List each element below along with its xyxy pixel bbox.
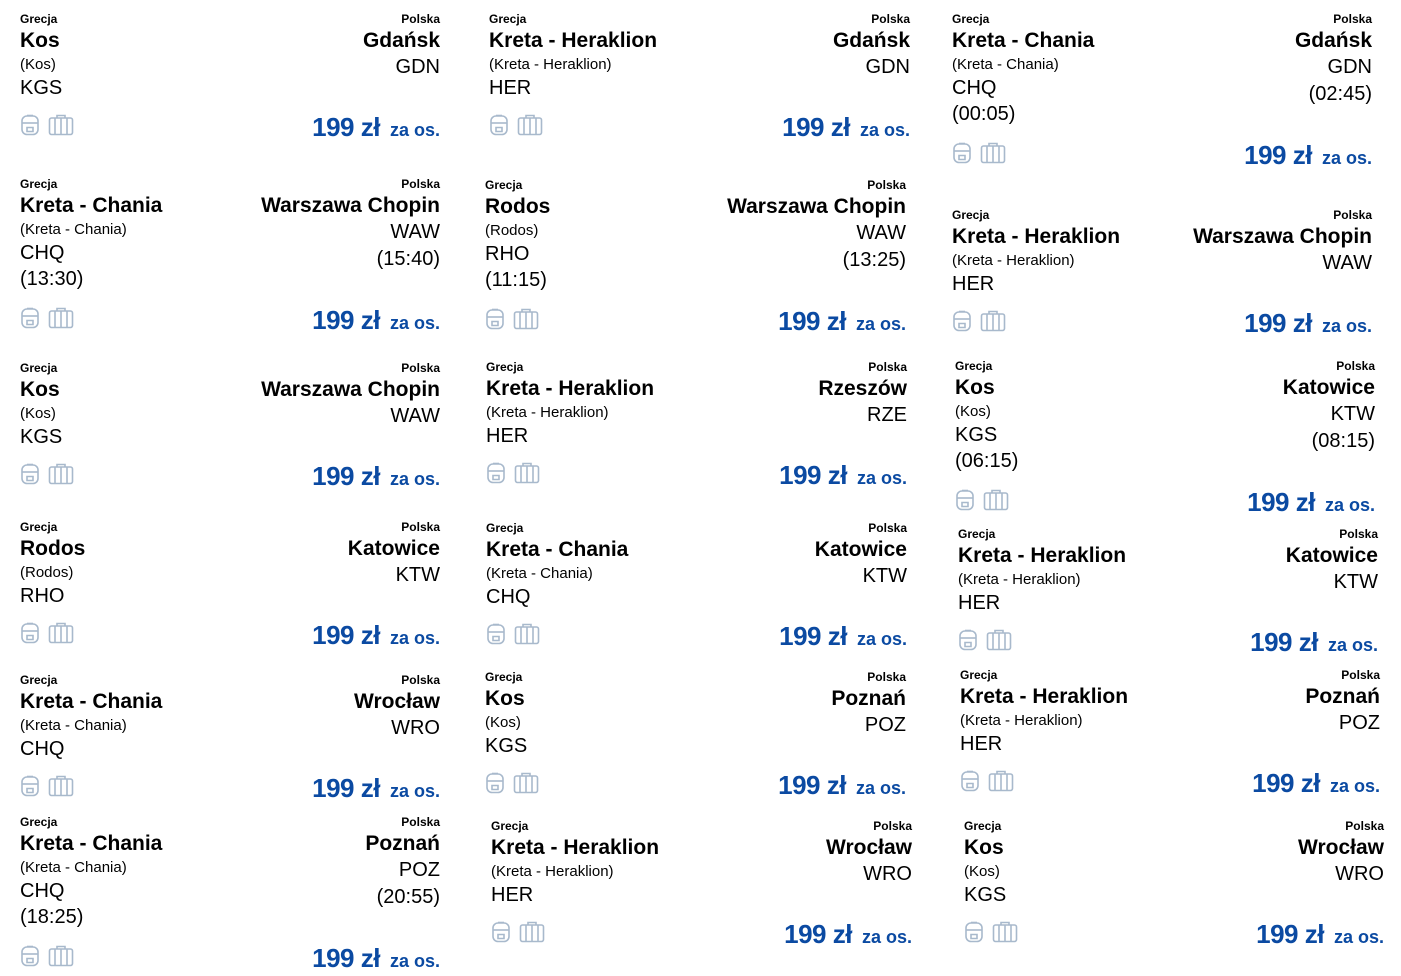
destination-code: RZE: [867, 404, 907, 426]
price-amount: 199 zł: [312, 112, 380, 142]
origin-country: Grecja: [964, 819, 1002, 833]
suitcase-icon: [980, 142, 1006, 164]
origin-code: KGS: [955, 424, 998, 446]
destination-country: Polska: [1341, 668, 1380, 682]
origin-city-detail: (Kreta - Chania): [20, 717, 127, 734]
destination-code: KTW: [1333, 571, 1378, 593]
suitcase-icon: [514, 623, 540, 645]
price-amount: 199 zł: [312, 305, 380, 335]
destination-city: Gdańsk: [832, 29, 910, 52]
baggage-icons: [20, 112, 74, 136]
price-per-person: za os.: [856, 629, 907, 649]
price-amount: 199 zł: [312, 620, 380, 650]
destination-code: GDN: [1327, 56, 1372, 78]
price-per-person: za os.: [1321, 148, 1372, 168]
suitcase-icon: [513, 308, 539, 330]
origin-city: Kreta - Heraklion: [960, 685, 1129, 708]
price-amount: 199 zł: [778, 306, 846, 336]
backpack-icon: [486, 460, 506, 484]
price-label[interactable]: [312, 773, 440, 804]
origin-city: Kreta - Chania: [20, 690, 163, 713]
suitcase-icon: [517, 114, 543, 136]
destination-city: Poznań: [831, 687, 906, 710]
backpack-icon: [964, 919, 984, 943]
origin-country: Grecja: [20, 177, 58, 191]
destination-country: Polska: [1333, 12, 1372, 26]
baggage-icons: [486, 621, 540, 645]
baggage-icons: [485, 770, 539, 794]
destination-country: Polska: [871, 12, 910, 26]
destination-city: Poznań: [1305, 685, 1380, 708]
origin-country: Grecja: [20, 361, 58, 375]
backpack-icon: [952, 308, 972, 332]
origin-code: HER: [489, 77, 532, 99]
suitcase-icon: [48, 622, 74, 644]
destination-code: WAW: [1322, 252, 1372, 274]
destination-code: WRO: [1335, 863, 1384, 885]
arrival-time: (08:15): [1311, 430, 1375, 452]
price-label[interactable]: [784, 919, 912, 950]
price-label[interactable]: [778, 770, 906, 801]
origin-city: Kreta - Chania: [952, 29, 1095, 52]
destination-code: WRO: [863, 863, 912, 885]
origin-code: KGS: [964, 884, 1007, 906]
origin-city-detail: (Kreta - Heraklion): [486, 404, 609, 421]
price-label[interactable]: [312, 112, 440, 143]
origin-country: Grecja: [952, 12, 990, 26]
backpack-icon: [20, 773, 40, 797]
destination-code: WAW: [390, 405, 440, 427]
price-label[interactable]: [312, 943, 440, 974]
origin-country: Grecja: [20, 815, 58, 829]
origin-code: HER: [491, 884, 534, 906]
destination-country: Polska: [867, 670, 906, 684]
destination-country: Polska: [401, 12, 440, 26]
baggage-icons: [20, 461, 74, 485]
price-amount: 199 zł: [1247, 487, 1315, 517]
baggage-icons: [489, 112, 543, 136]
origin-city: Kos: [485, 687, 525, 710]
origin-country: Grecja: [958, 527, 996, 541]
origin-city-detail: (Kreta - Heraklion): [491, 863, 614, 880]
destination-code: POZ: [864, 714, 906, 736]
suitcase-icon: [519, 921, 545, 943]
price-label[interactable]: [1256, 919, 1384, 950]
origin-code: HER: [486, 425, 529, 447]
destination-city: Katowice: [1282, 376, 1375, 399]
departure-time: (00:05): [952, 103, 1016, 125]
destination-country: Polska: [1333, 208, 1372, 222]
baggage-icons: [958, 627, 1012, 651]
origin-code: KGS: [485, 735, 528, 757]
destination-country: Polska: [401, 177, 440, 191]
price-label[interactable]: [1244, 308, 1372, 339]
baggage-icons: [952, 308, 1006, 332]
backpack-icon: [485, 306, 505, 330]
price-label[interactable]: [312, 620, 440, 651]
price-label[interactable]: [1247, 487, 1375, 518]
baggage-icons: [20, 620, 74, 644]
arrival-time: (13:25): [842, 249, 906, 271]
origin-city: Kreta - Chania: [20, 832, 163, 855]
origin-city: Kreta - Chania: [20, 194, 163, 217]
origin-code: HER: [958, 592, 1001, 614]
origin-code: KGS: [20, 426, 63, 448]
price-label[interactable]: [779, 460, 907, 491]
suitcase-icon: [992, 921, 1018, 943]
origin-code: RHO: [20, 585, 65, 607]
suitcase-icon: [986, 629, 1012, 651]
departure-time: (18:25): [20, 906, 84, 928]
origin-code: KGS: [20, 77, 63, 99]
origin-code: CHQ: [20, 242, 65, 264]
origin-city: Rodos: [20, 537, 86, 560]
origin-city: Kos: [955, 376, 995, 399]
destination-city: Wrocław: [1298, 836, 1384, 859]
origin-code: CHQ: [20, 880, 65, 902]
baggage-icons: [485, 306, 539, 330]
destination-city: Katowice: [347, 537, 440, 560]
price-amount: 199 zł: [779, 621, 847, 651]
destination-country: Polska: [868, 360, 907, 374]
origin-city-detail: (Kos): [485, 714, 521, 731]
price-amount: 199 zł: [1250, 627, 1318, 657]
origin-country: Grecja: [20, 673, 58, 687]
origin-code: CHQ: [20, 738, 65, 760]
origin-country: Grecja: [952, 208, 990, 222]
baggage-icons: [491, 919, 545, 943]
origin-country: Grecja: [485, 670, 523, 684]
origin-city: Kreta - Chania: [486, 538, 629, 561]
origin-city: Kos: [964, 836, 1004, 859]
baggage-icons: [955, 487, 1009, 511]
price-per-person: za os.: [1324, 495, 1375, 515]
destination-city: Warszawa Chopin: [261, 378, 440, 401]
price-amount: 199 zł: [1244, 308, 1312, 338]
suitcase-icon: [48, 307, 74, 329]
price-amount: 199 zł: [778, 770, 846, 800]
destination-city: Gdańsk: [1294, 29, 1372, 52]
destination-country: Polska: [1345, 819, 1384, 833]
price-label[interactable]: [1250, 627, 1378, 658]
destination-country: Polska: [873, 819, 912, 833]
price-label[interactable]: [778, 306, 906, 337]
baggage-icons: [486, 460, 540, 484]
price-amount: 199 zł: [1252, 768, 1320, 798]
price-per-person: za os.: [855, 314, 906, 334]
destination-city: Gdańsk: [362, 29, 440, 52]
origin-country: Grecja: [486, 360, 524, 374]
price-per-person: za os.: [859, 120, 910, 140]
price-per-person: za os.: [861, 927, 912, 947]
baggage-icons: [964, 919, 1018, 943]
origin-code: HER: [960, 733, 1003, 755]
destination-city: Wrocław: [354, 690, 440, 713]
price-per-person: za os.: [389, 469, 440, 489]
origin-city-detail: (Kos): [955, 403, 991, 420]
origin-city-detail: (Kreta - Heraklion): [960, 712, 1083, 729]
price-per-person: za os.: [389, 313, 440, 333]
origin-city-detail: (Kreta - Chania): [486, 565, 593, 582]
price-amount: 199 zł: [1256, 919, 1324, 949]
price-per-person: za os.: [1321, 316, 1372, 336]
backpack-icon: [486, 621, 506, 645]
price-label[interactable]: [312, 305, 440, 336]
origin-city: Kreta - Heraklion: [952, 225, 1121, 248]
origin-city-detail: (Kreta - Chania): [20, 859, 127, 876]
destination-country: Polska: [401, 361, 440, 375]
origin-country: Grecja: [20, 12, 58, 26]
departure-time: (06:15): [955, 450, 1019, 472]
destination-country: Polska: [1336, 359, 1375, 373]
destination-city: Wrocław: [826, 836, 912, 859]
backpack-icon: [955, 487, 975, 511]
backpack-icon: [20, 461, 40, 485]
origin-country: Grecja: [485, 178, 523, 192]
suitcase-icon: [514, 462, 540, 484]
origin-city-detail: (Kos): [20, 56, 56, 73]
price-label[interactable]: [1252, 768, 1380, 799]
origin-country: Grecja: [491, 819, 529, 833]
origin-city-detail: (Rodos): [485, 222, 539, 239]
backpack-icon: [958, 627, 978, 651]
origin-country: Grecja: [960, 668, 998, 682]
price-per-person: za os.: [1327, 635, 1378, 655]
baggage-icons: [960, 768, 1014, 792]
backpack-icon: [20, 943, 40, 967]
destination-code: POZ: [398, 859, 440, 881]
destination-country: Polska: [868, 521, 907, 535]
destination-code: POZ: [1338, 712, 1380, 734]
backpack-icon: [489, 112, 509, 136]
origin-city-detail: (Kreta - Heraklion): [958, 571, 1081, 588]
destination-code: KTW: [1330, 403, 1375, 425]
origin-city-detail: (Kos): [964, 863, 1000, 880]
destination-country: Polska: [401, 815, 440, 829]
destination-city: Warszawa Chopin: [727, 195, 906, 218]
origin-country: Grecja: [486, 521, 524, 535]
destination-city: Rzeszów: [818, 377, 907, 400]
departure-time: (13:30): [20, 268, 84, 290]
price-per-person: za os.: [855, 778, 906, 798]
backpack-icon: [960, 768, 980, 792]
arrival-time: (15:40): [376, 248, 440, 270]
origin-code: CHQ: [486, 586, 531, 608]
destination-city: Katowice: [814, 538, 907, 561]
destination-code: WAW: [390, 221, 440, 243]
suitcase-icon: [983, 489, 1009, 511]
backpack-icon: [20, 620, 40, 644]
destination-code: WAW: [856, 222, 906, 244]
origin-country: Grecja: [955, 359, 993, 373]
price-amount: 199 zł: [779, 460, 847, 490]
origin-city: Kos: [20, 29, 60, 52]
origin-city-detail: (Rodos): [20, 564, 74, 581]
price-amount: 199 zł: [784, 919, 852, 949]
destination-code: WRO: [391, 717, 440, 739]
price-amount: 199 zł: [1244, 140, 1312, 170]
origin-city-detail: (Kreta - Heraklion): [952, 252, 1075, 269]
price-per-person: za os.: [389, 628, 440, 648]
destination-city: Warszawa Chopin: [261, 194, 440, 217]
price-amount: 199 zł: [312, 773, 380, 803]
price-per-person: za os.: [389, 781, 440, 801]
arrival-time: (20:55): [376, 886, 440, 908]
backpack-icon: [20, 305, 40, 329]
suitcase-icon: [980, 310, 1006, 332]
destination-code: KTW: [395, 564, 440, 586]
origin-code: HER: [952, 273, 995, 295]
origin-country: Grecja: [20, 520, 58, 534]
suitcase-icon: [48, 775, 74, 797]
suitcase-icon: [988, 770, 1014, 792]
price-per-person: za os.: [856, 468, 907, 488]
destination-code: GDN: [395, 56, 440, 78]
price-label[interactable]: [312, 461, 440, 492]
destination-country: Polska: [401, 520, 440, 534]
origin-city: Kos: [20, 378, 60, 401]
origin-code: RHO: [485, 243, 530, 265]
backpack-icon: [20, 112, 40, 136]
baggage-icons: [20, 773, 74, 797]
price-per-person: za os.: [1333, 927, 1384, 947]
suitcase-icon: [48, 945, 74, 967]
origin-city: Kreta - Heraklion: [958, 544, 1127, 567]
backpack-icon: [485, 770, 505, 794]
origin-city-detail: (Kos): [20, 405, 56, 422]
origin-city-detail: (Kreta - Chania): [20, 221, 127, 238]
price-per-person: za os.: [1329, 776, 1380, 796]
origin-code: CHQ: [952, 77, 997, 99]
price-amount: 199 zł: [312, 943, 380, 973]
suitcase-icon: [513, 772, 539, 794]
price-amount: 199 zł: [312, 461, 380, 491]
origin-city: Kreta - Heraklion: [486, 377, 655, 400]
suitcase-icon: [48, 114, 74, 136]
arrival-time: (02:45): [1308, 83, 1372, 105]
suitcase-icon: [48, 463, 74, 485]
destination-code: KTW: [862, 565, 907, 587]
origin-city-detail: (Kreta - Chania): [952, 56, 1059, 73]
origin-city: Kreta - Heraklion: [491, 836, 660, 859]
price-label[interactable]: [1244, 140, 1372, 171]
baggage-icons: [20, 943, 74, 967]
destination-city: Poznań: [365, 832, 440, 855]
destination-city: Katowice: [1285, 544, 1378, 567]
origin-city: Rodos: [485, 195, 551, 218]
destination-country: Polska: [1339, 527, 1378, 541]
destination-country: Polska: [867, 178, 906, 192]
price-per-person: za os.: [389, 951, 440, 971]
backpack-icon: [491, 919, 511, 943]
price-label[interactable]: [782, 112, 910, 143]
baggage-icons: [952, 140, 1006, 164]
destination-code: GDN: [865, 56, 910, 78]
departure-time: (11:15): [485, 269, 547, 291]
backpack-icon: [952, 140, 972, 164]
price-amount: 199 zł: [782, 112, 850, 142]
origin-city: Kreta - Heraklion: [489, 29, 658, 52]
destination-city: Warszawa Chopin: [1193, 225, 1372, 248]
destination-country: Polska: [401, 673, 440, 687]
origin-country: Grecja: [489, 12, 527, 26]
price-per-person: za os.: [389, 120, 440, 140]
origin-city-detail: (Kreta - Heraklion): [489, 56, 612, 73]
price-label[interactable]: [779, 621, 907, 652]
baggage-icons: [20, 305, 74, 329]
